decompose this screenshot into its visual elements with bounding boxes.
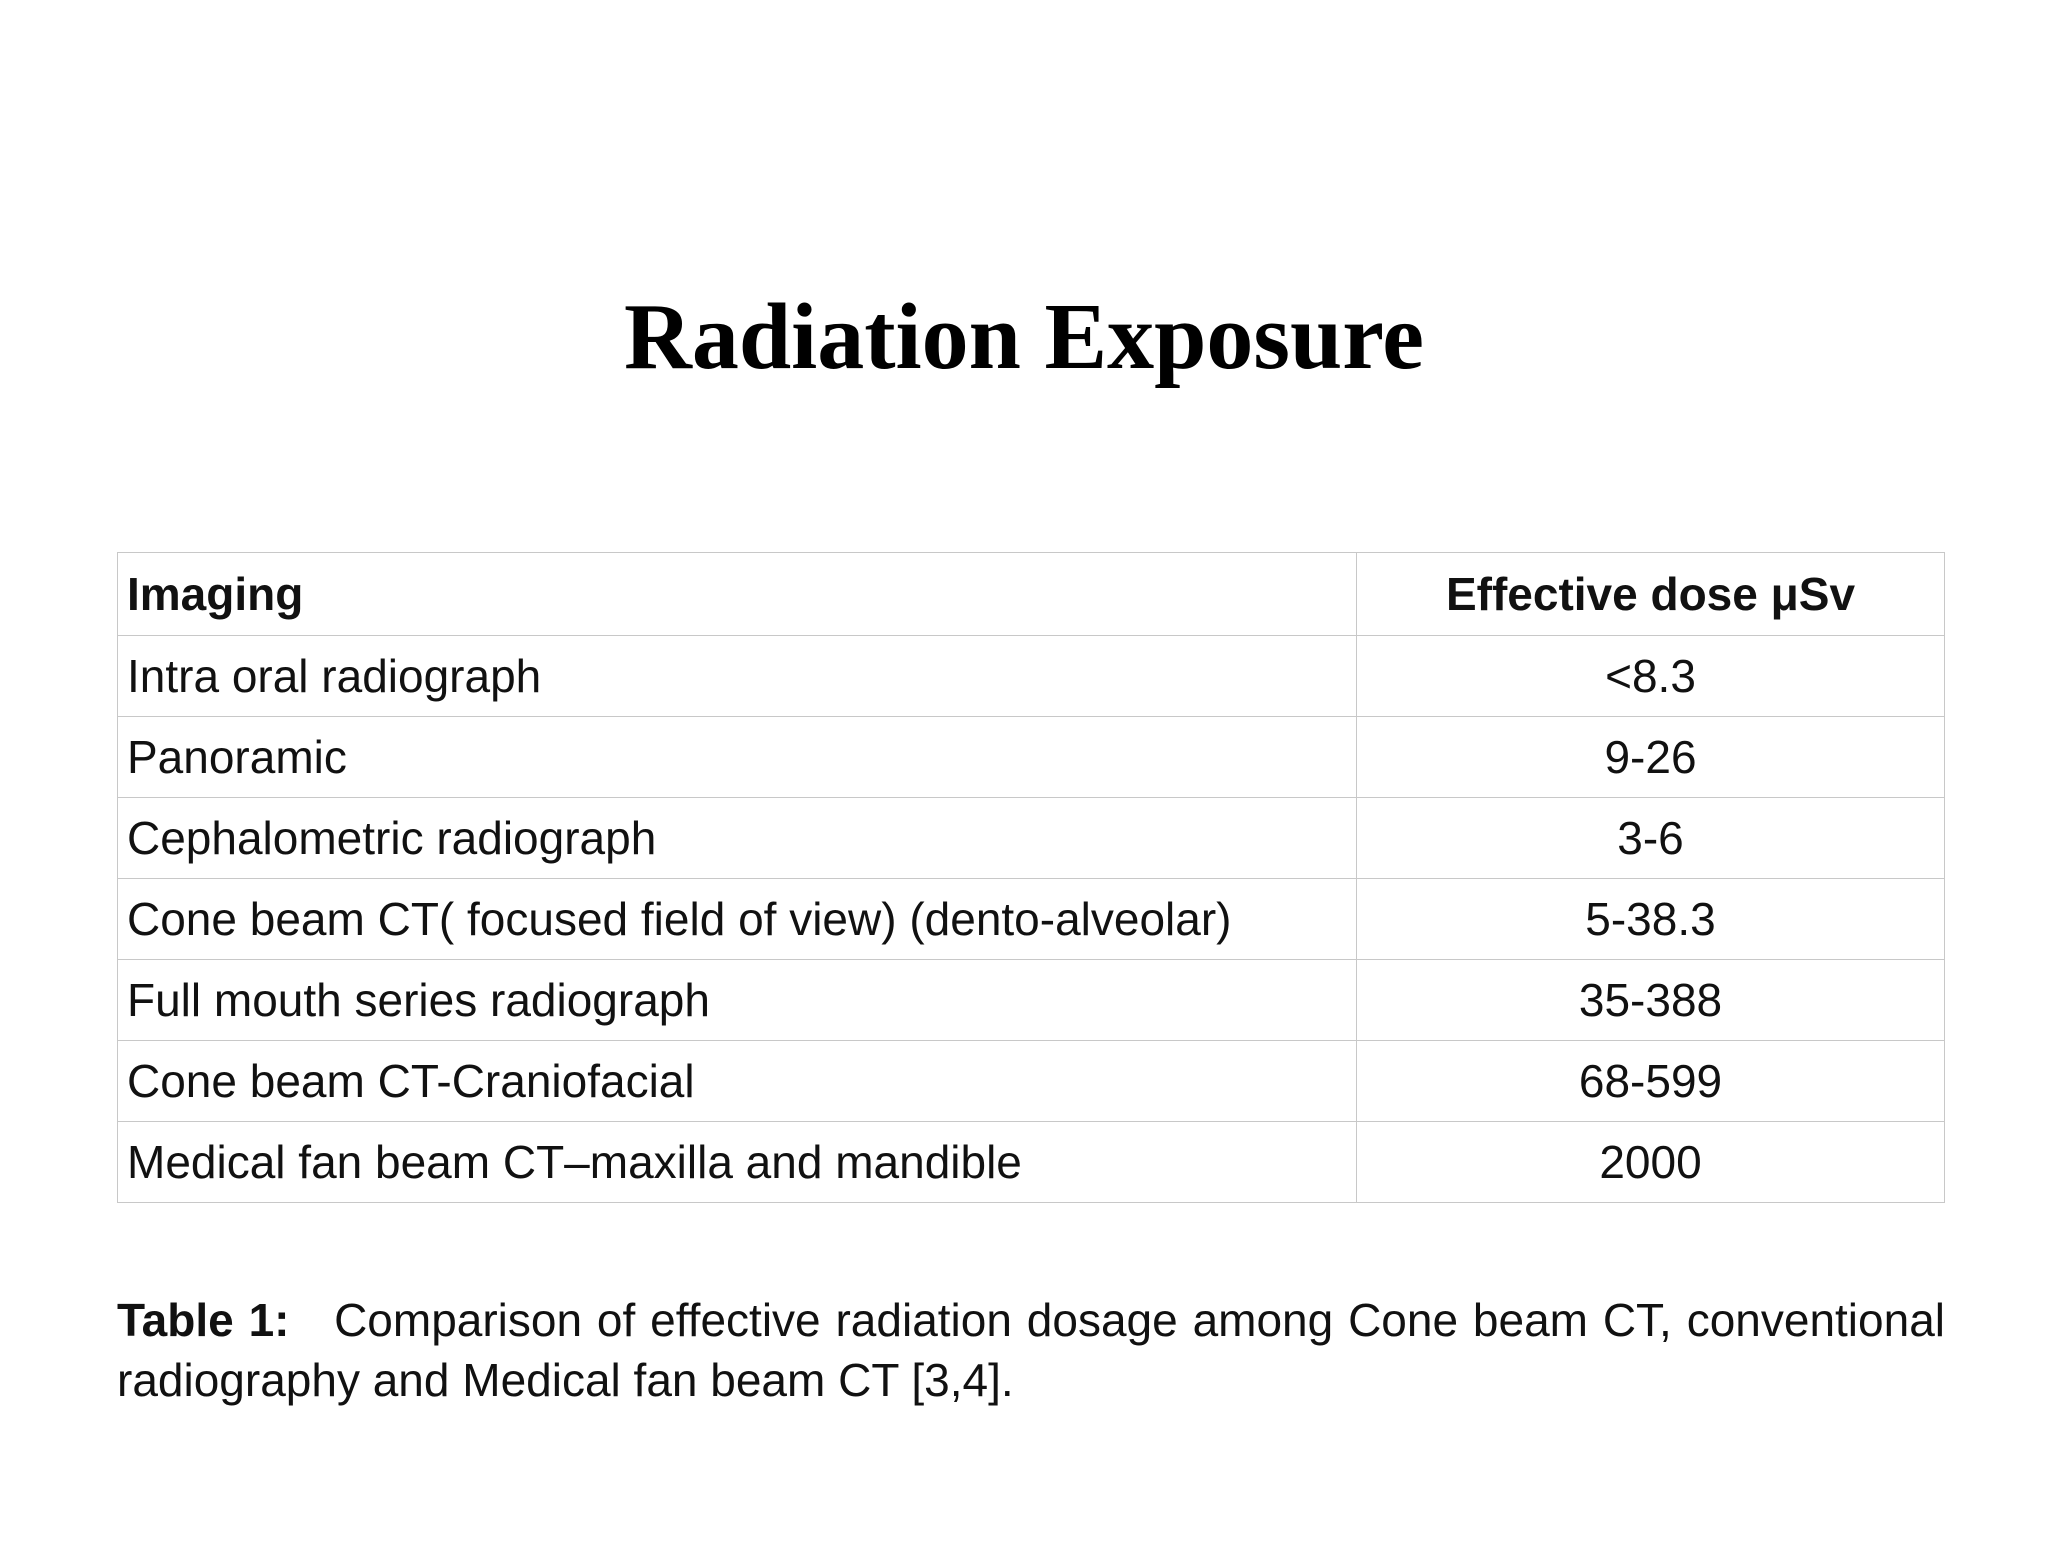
caption-label: Table 1: [117, 1294, 290, 1346]
header-imaging: Imaging [118, 553, 1357, 636]
cell-dose: 35-388 [1357, 960, 1945, 1041]
cell-dose: 5-38.3 [1357, 879, 1945, 960]
cell-imaging: Medical fan beam CT–maxilla and mandible [118, 1122, 1357, 1203]
cell-dose: <8.3 [1357, 636, 1945, 717]
cell-dose: 9-26 [1357, 717, 1945, 798]
table-row [118, 960, 1945, 1041]
table-row [118, 636, 1945, 717]
cell-imaging: Cone beam CT( focused field of view) (dento-alveolar) [118, 879, 1357, 960]
cell-dose: 3-6 [1357, 798, 1945, 879]
cell-imaging: Cephalometric radiograph [118, 798, 1357, 879]
table-header-row [118, 553, 1945, 636]
slide-title: Radiation Exposure [623, 285, 1425, 389]
dose-table-container [117, 552, 1945, 1203]
table-row [118, 1041, 1945, 1122]
header-effective-dose: Effective dose μSv [1357, 553, 1945, 636]
cell-imaging: Panoramic [118, 717, 1357, 798]
cell-dose: 2000 [1357, 1122, 1945, 1203]
table-row [118, 1122, 1945, 1203]
table-row [118, 879, 1945, 960]
table-row [118, 717, 1945, 798]
dose-table [117, 552, 1945, 1203]
cell-imaging: Intra oral radiograph [118, 636, 1357, 717]
table-row [118, 798, 1945, 879]
cell-imaging: Full mouth series radiograph [118, 960, 1357, 1041]
table-caption [117, 1290, 1945, 1410]
cell-imaging: Cone beam CT-Craniofacial [118, 1041, 1357, 1122]
cell-dose: 68-599 [1357, 1041, 1945, 1122]
caption-text: Comparison of effective radiation dosage among Cone beam CT, conventional radiography and Medical fan beam CT [3,4]. [117, 1294, 1945, 1406]
